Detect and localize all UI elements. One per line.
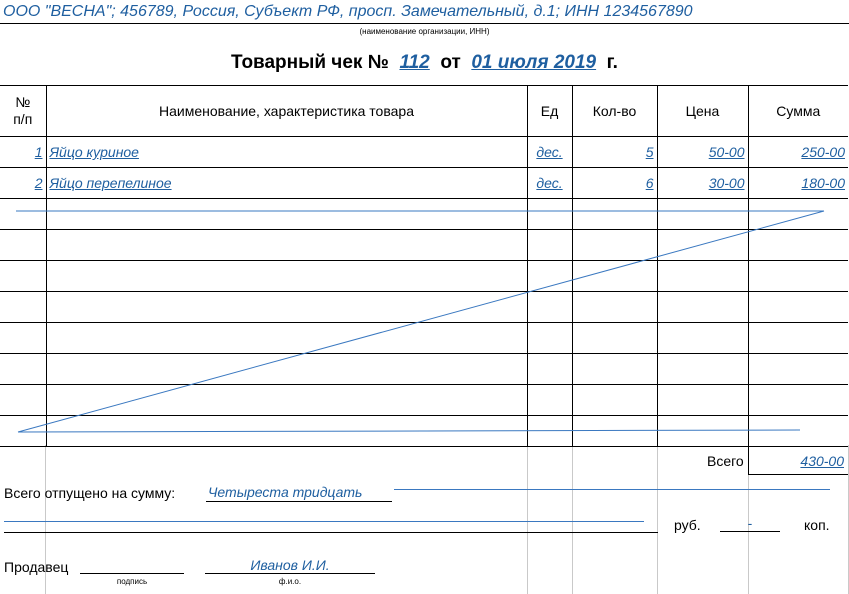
- receipt-date: 01 июля 2019: [471, 52, 597, 73]
- row-qty: 5: [645, 144, 654, 160]
- rub-label: руб.: [674, 517, 701, 533]
- strikeout-diagonal-line: [18, 211, 824, 432]
- header-unit: Ед: [527, 86, 572, 137]
- signature-line: [80, 573, 184, 574]
- kop-label: коп.: [804, 517, 830, 533]
- released-underline: [206, 501, 392, 502]
- header-sum: Сумма: [748, 86, 848, 137]
- header-price: Цена: [657, 86, 748, 137]
- title-prefix: Товарный чек №: [231, 52, 389, 73]
- row-sum: 250-00: [801, 144, 845, 160]
- released-value: Четыреста тридцать: [208, 484, 363, 500]
- row-price: 30-00: [708, 175, 745, 191]
- title-from: от: [440, 52, 461, 73]
- seller-name: Иванов И.И.: [250, 557, 330, 573]
- released-strike-line: [394, 489, 830, 490]
- kop-value: -: [747, 515, 753, 531]
- seller-label: Продавец: [4, 559, 69, 575]
- receipt-number: 112: [399, 52, 430, 73]
- header-qty: Кол-во: [572, 86, 657, 137]
- sum-continuation-strike: [4, 521, 644, 522]
- header-name: Наименование, характеристика товара: [46, 86, 527, 137]
- released-label: Всего отпущено на сумму:: [4, 485, 176, 501]
- row-name: Яйцо перепелиное: [49, 175, 172, 191]
- seller-name-line: [205, 573, 375, 574]
- row-sum: 180-00: [801, 175, 845, 191]
- fio-caption: ф.и.о.: [278, 577, 302, 586]
- row-qty: 6: [645, 175, 654, 191]
- row-unit: дес.: [536, 175, 563, 191]
- organization-caption: (наименование организации, ИНН): [359, 27, 490, 36]
- total-label: Всего: [707, 453, 744, 469]
- row-price: 50-00: [708, 144, 745, 160]
- row-name: Яйцо куриное: [49, 144, 139, 160]
- strikeout-bottom-line: [18, 430, 800, 432]
- header-num: № п/п: [0, 86, 46, 137]
- row-unit: дес.: [536, 144, 563, 160]
- row-num: 2: [34, 175, 43, 191]
- sum-continuation-underline: [4, 532, 658, 533]
- title-suffix: г.: [606, 52, 618, 73]
- row-num: 1: [34, 144, 43, 160]
- kop-underline: [720, 531, 780, 532]
- signature-caption: подпись: [116, 577, 148, 586]
- organization-name: ООО "ВЕСНА"; 456789, Россия, Субъект РФ, просп. Замечательный, д.1; ИНН 1234567890: [3, 3, 693, 20]
- total-value: 430-00: [800, 453, 844, 469]
